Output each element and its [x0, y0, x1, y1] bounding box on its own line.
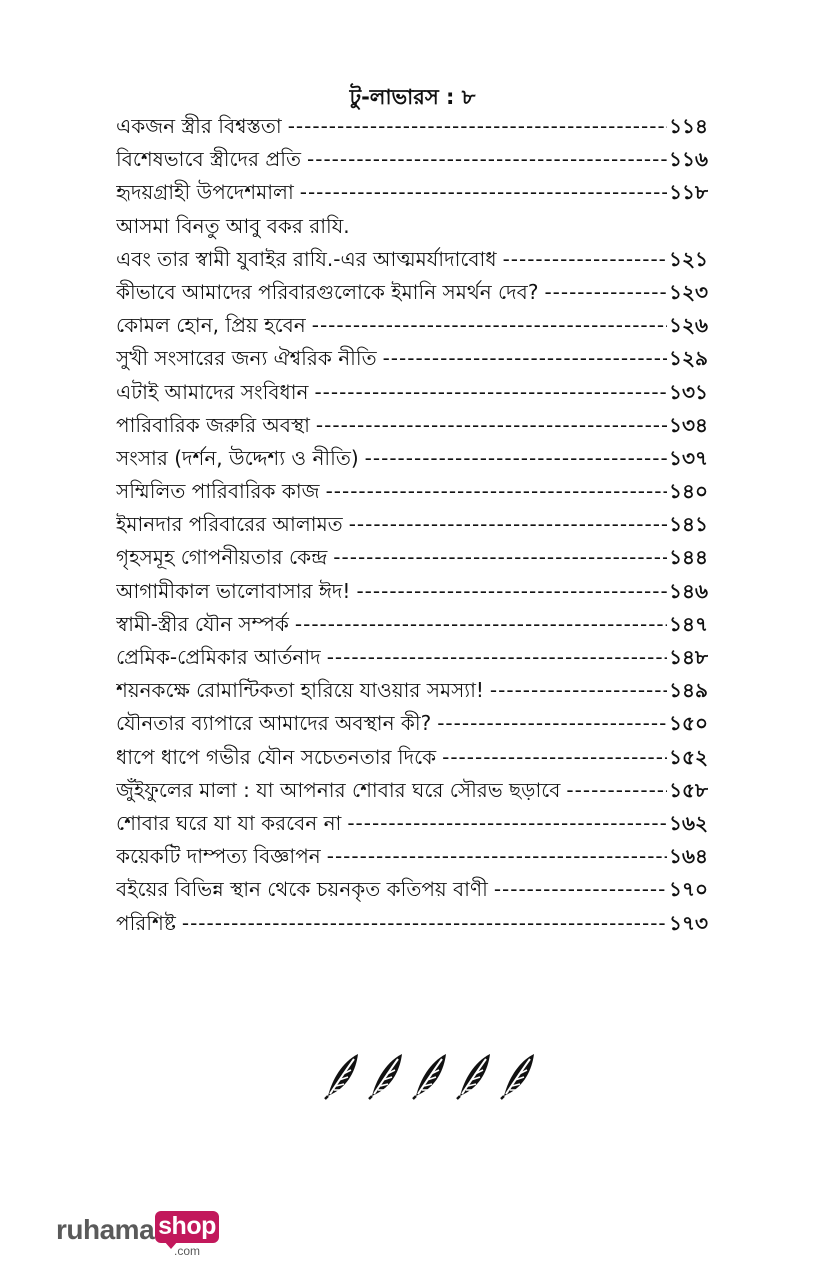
toc-row	[116, 840, 708, 873]
logo-text-ruhama: ruhama	[56, 1214, 155, 1245]
toc-leader	[314, 376, 667, 409]
toc-page-number: ১৫৮	[669, 777, 708, 802]
toc-entry-title: শয়নকক্ষে রোমান্টিকতা হারিয়ে যাওয়ার সমস্যা!	[116, 678, 484, 703]
feather-leaf-icon	[454, 1050, 494, 1100]
toc-leader	[349, 508, 667, 541]
toc-row	[116, 110, 708, 143]
toc-leader	[544, 276, 667, 309]
toc-row	[116, 741, 708, 774]
toc-leader	[442, 741, 667, 774]
toc-entry-title: এটাই আমাদের সংবিধান	[116, 379, 309, 404]
toc-row	[116, 309, 708, 342]
toc-leader	[494, 873, 667, 906]
toc-page-number: ১৩৪	[669, 412, 708, 437]
toc-leader	[356, 575, 667, 608]
toc-row	[116, 442, 708, 475]
toc-page-number: ১৪১	[669, 512, 708, 537]
toc-row	[116, 409, 708, 442]
toc-entry-title: হৃদয়গ্রাহী উপদেশমালা	[116, 180, 294, 205]
toc-entry-title: স্বামী-স্ত্রীর যৌন সম্পর্ক	[116, 611, 289, 636]
toc-row	[116, 674, 708, 707]
toc-entry-title: পারিবারিক জরুরি অবস্থা	[116, 412, 310, 437]
toc-entry-title: ইমানদার পরিবারের আলামত	[116, 512, 343, 537]
toc-page-number: ১১৬	[669, 147, 708, 172]
toc-page-number: ১৬৪	[669, 844, 708, 869]
toc-entry-title: প্রেমিক-প্রেমিকার আর্তনাদ	[116, 645, 321, 669]
toc-entry-title: এবং তার স্বামী যুবাইর রাযি.-এর আত্মমর্যাদাবোধ	[116, 246, 497, 271]
page-header-title: টু-লাভারস : ৮	[349, 85, 476, 109]
toc-page-number: ১৪৯	[669, 678, 708, 703]
toc-row	[116, 243, 708, 276]
toc-row	[116, 774, 708, 807]
toc-page-number: ১৪৮	[669, 645, 708, 669]
toc-entry-title: গৃহসমূহ গোপনীয়তার কেন্দ্র	[116, 545, 328, 570]
toc-leader	[300, 176, 667, 209]
toc-leader	[312, 309, 667, 342]
toc-entry-title: সম্মিলিত পারিবারিক কাজ	[116, 479, 320, 504]
toc-leader	[437, 707, 667, 740]
toc-page-number: ১২৩	[669, 279, 708, 304]
toc-leader	[295, 608, 667, 641]
toc-page-number: ১৫২	[669, 744, 708, 769]
toc-page-number: ১৩৭	[669, 445, 708, 470]
toc-leader	[383, 342, 667, 375]
toc-page-number: ১১৮	[669, 180, 708, 205]
logo-shop-badge	[155, 1211, 219, 1243]
toc-leader	[326, 475, 667, 508]
toc-leader	[566, 774, 667, 807]
table-of-contents	[116, 110, 708, 940]
toc-entry-title: কীভাবে আমাদের পরিবারগুলোকে ইমানি সমর্থন দেব?	[116, 279, 539, 304]
toc-row	[116, 475, 708, 508]
toc-entry-title: পরিশিষ্ট	[116, 910, 176, 935]
toc-entry-title: যৌনতার ব্যাপারে আমাদের অবস্থান কী?	[116, 711, 432, 736]
toc-row	[116, 907, 708, 940]
toc-row	[116, 873, 708, 906]
feather-leaf-icon	[498, 1050, 538, 1100]
toc-page-number: ১২৯	[669, 346, 708, 371]
toc-page-number: ১৭০	[669, 877, 708, 902]
toc-leader	[327, 641, 667, 674]
toc-row	[116, 143, 708, 176]
toc-row	[116, 376, 708, 409]
toc-entry-title: ধাপে ধাপে গভীর যৌন সচেতনতার দিকে	[116, 744, 437, 769]
toc-row	[116, 541, 708, 574]
toc-leader	[288, 110, 667, 143]
page-header	[0, 84, 825, 110]
toc-leader	[316, 409, 667, 442]
toc-page-number: ১৩১	[669, 379, 708, 404]
toc-row	[116, 176, 708, 209]
feather-leaf-icon	[322, 1050, 362, 1100]
feather-leaf-icon	[410, 1050, 450, 1100]
toc-row	[116, 608, 708, 641]
ornament-divider	[322, 1050, 538, 1100]
toc-leader	[307, 143, 667, 176]
toc-row	[116, 707, 708, 740]
toc-page-number: ১১৪	[669, 114, 708, 138]
toc-page-number: ১৪৬	[669, 578, 708, 603]
toc-leader	[333, 541, 667, 574]
toc-page-number: ১৫০	[669, 711, 708, 736]
toc-page-number: ১৪৭	[669, 611, 708, 636]
toc-leader	[347, 807, 667, 840]
toc-page-number: ১২৬	[669, 313, 708, 338]
toc-page-number: ১২১	[669, 246, 708, 271]
logo-text-shop: shop	[158, 1212, 216, 1240]
toc-row	[116, 210, 708, 243]
toc-row	[116, 342, 708, 375]
toc-entry-title: বিশেষভাবে স্ত্রীদের প্রতি	[116, 147, 302, 172]
toc-leader	[490, 674, 667, 707]
toc-row	[116, 575, 708, 608]
toc-page-number: ১৪৪	[669, 545, 708, 570]
ruhamashop-logo	[56, 1208, 226, 1264]
toc-leader	[182, 907, 667, 940]
toc-entry-title: বইয়ের বিভিন্ন স্থান থেকে চয়নকৃত কতিপয় বাণী	[116, 877, 488, 902]
toc-row	[116, 807, 708, 840]
toc-entry-title: জুঁইফুলের মালা : যা আপনার শোবার ঘরে সৌরভ ছড়াবে	[116, 777, 561, 802]
toc-entry-title: একজন স্ত্রীর বিশ্বস্ততা	[116, 114, 282, 138]
toc-leader	[365, 442, 667, 475]
toc-entry-title: আসমা বিনতু আবু বকর রাযি.	[116, 213, 350, 238]
toc-page-number: ১৪০	[669, 479, 708, 504]
toc-page-number: ১৭৩	[669, 910, 708, 935]
toc-row	[116, 276, 708, 309]
toc-row	[116, 641, 708, 674]
toc-entry-title: আগামীকাল ভালোবাসার ঈদ!	[116, 578, 351, 603]
feather-leaf-icon	[366, 1050, 406, 1100]
toc-row	[116, 508, 708, 541]
logo-text-domain: .com	[174, 1244, 201, 1258]
toc-leader	[327, 840, 667, 873]
toc-entry-title: সুখী সংসারের জন্য ঐশ্বরিক নীতি	[116, 346, 377, 371]
toc-entry-title: সংসার (দর্শন, উদ্দেশ্য ও নীতি)	[116, 445, 359, 470]
toc-entry-title: কোমল হোন, প্রিয় হবেন	[116, 313, 306, 338]
toc-leader	[503, 243, 667, 276]
toc-entry-title: কয়েকটি দাম্পত্য বিজ্ঞাপন	[116, 844, 321, 869]
toc-entry-title: শোবার ঘরে যা যা করবেন না	[116, 810, 342, 835]
toc-page-number: ১৬২	[669, 810, 708, 835]
